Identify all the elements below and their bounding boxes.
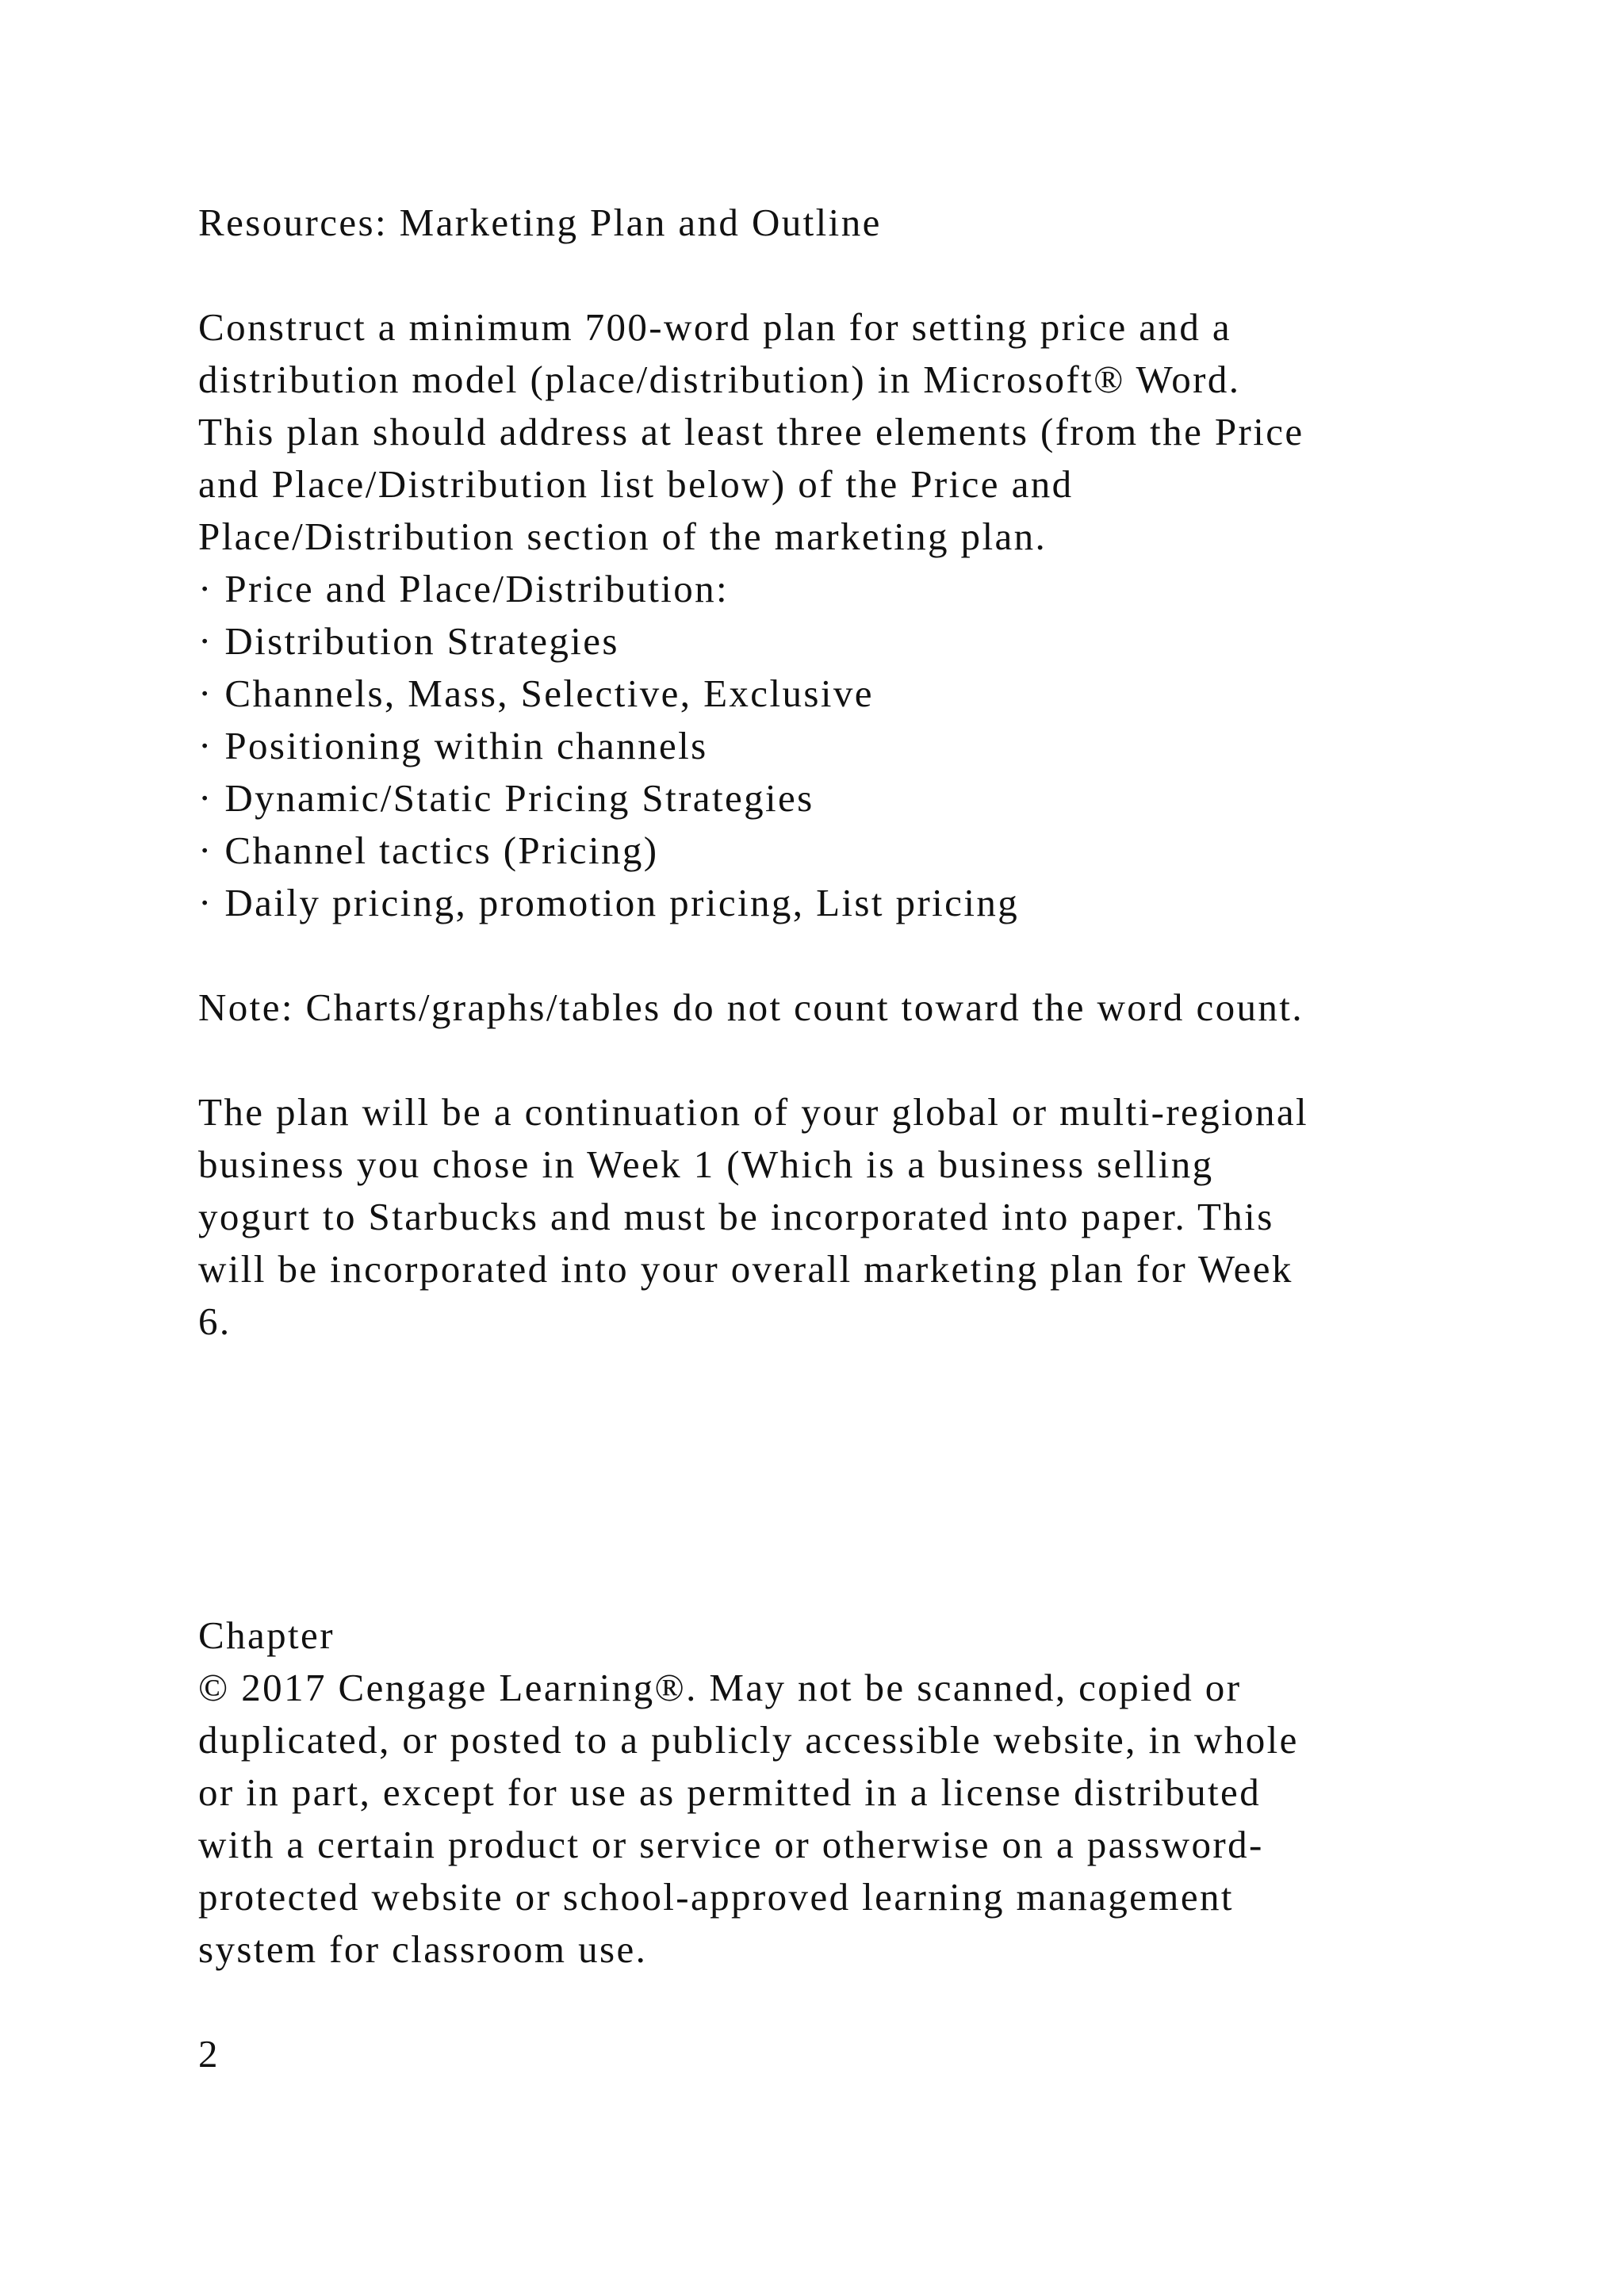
intro-line: Construct a minimum 700-word plan for setting price and a: [198, 305, 1232, 349]
copyright-line: with a certain product or service or otherwise on a password-: [198, 1823, 1264, 1866]
list-item: · Daily pricing, promotion pricing, List pricing: [198, 881, 1020, 924]
copyright-line: duplicated, or posted to a publicly accessible website, in whole: [198, 1718, 1299, 1762]
intro-line: This plan should address at least three elements (from the Price: [198, 410, 1304, 453]
list-item: · Positioning within channels: [198, 724, 708, 767]
copyright-line: protected website or school-approved learning management: [198, 1875, 1234, 1919]
word-count-note: Note: Charts/graphs/tables do not count toward the word count.: [198, 985, 1304, 1029]
copyright-line: © 2017 Cengage Learning®. May not be scanned, copied or: [198, 1666, 1242, 1709]
copyright-line: or in part, except for use as permitted in a license distributed: [198, 1770, 1262, 1814]
page-number: 2: [198, 2032, 220, 2076]
intro-line: and Place/Distribution list below) of the Price and: [198, 462, 1074, 506]
chapter-label: Chapter: [198, 1613, 335, 1657]
list-item: · Dynamic/Static Pricing Strategies: [198, 776, 814, 820]
document-heading: Resources: Marketing Plan and Outline: [198, 201, 882, 244]
plan-line: yogurt to Starbucks and must be incorporated into paper. This: [198, 1195, 1274, 1238]
list-item: · Channel tactics (Pricing): [198, 828, 659, 872]
copyright-line: system for classroom use.: [198, 1927, 648, 1971]
plan-line: 6.: [198, 1299, 232, 1343]
list-item: · Channels, Mass, Selective, Exclusive: [198, 672, 874, 715]
intro-line: Place/Distribution section of the marketing plan.: [198, 515, 1048, 558]
intro-line: distribution model (place/distribution) in Microsoft® Word.: [198, 358, 1241, 401]
plan-line: business you chose in Week 1 (Which is a business selling: [198, 1142, 1214, 1186]
list-item: · Distribution Strategies: [198, 619, 619, 663]
plan-line: The plan will be a continuation of your global or multi-regional: [198, 1090, 1309, 1134]
list-item: · Price and Place/Distribution:: [198, 567, 730, 610]
plan-line: will be incorporated into your overall marketing plan for Week: [198, 1247, 1293, 1291]
